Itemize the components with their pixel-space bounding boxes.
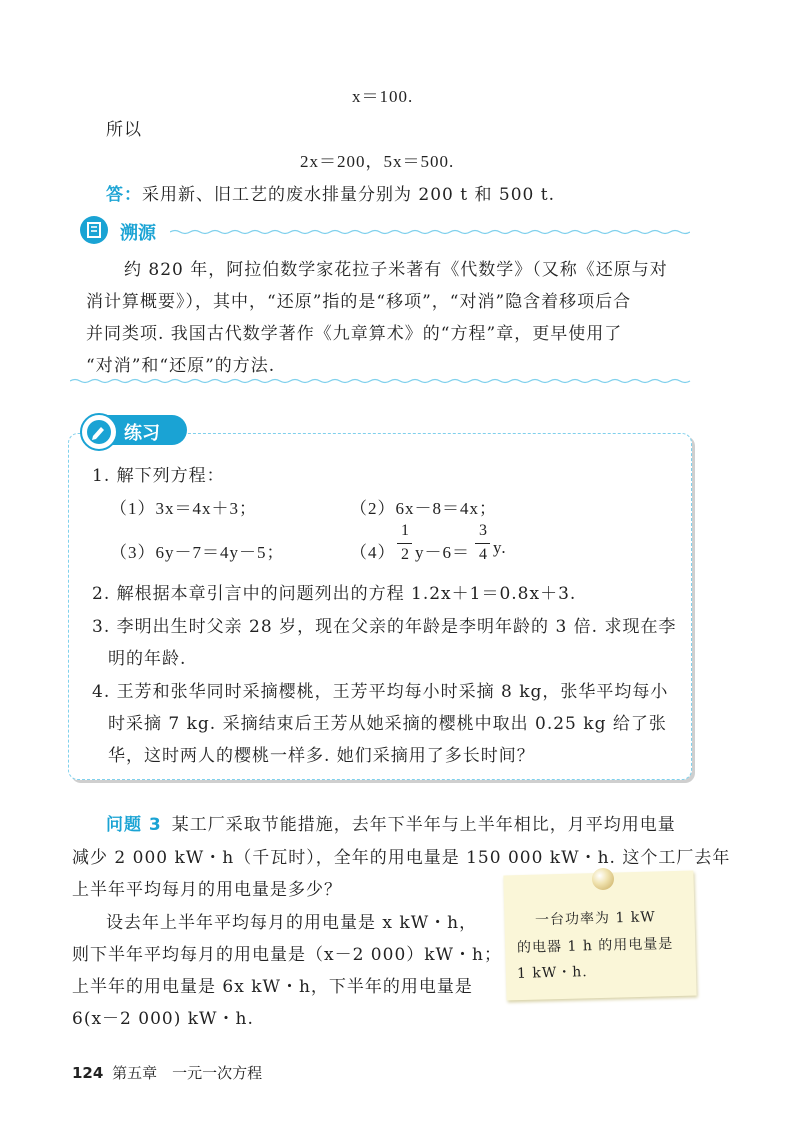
origin-bottom-wave bbox=[70, 378, 692, 384]
q4-line-2: 时采摘 7 kg. 采摘结束后王芳从她采摘的樱桃中取出 0.25 kg 给了张 bbox=[108, 714, 667, 734]
frac2-den: 4 bbox=[479, 546, 487, 563]
frac1-den: 2 bbox=[401, 546, 409, 563]
answer-line bbox=[106, 180, 555, 205]
q3-line-1: 3. 李明出生时父亲 28 岁，现在父亲的年龄是李明年龄的 3 倍. 求现在李 bbox=[92, 617, 677, 637]
origin-top-wave bbox=[170, 229, 690, 235]
problem3-label: 问题 3 bbox=[106, 815, 162, 835]
page-number: 124 bbox=[72, 1064, 104, 1082]
problem3-body-1: 设去年上半年平均每月的用电量是 x kW・h， bbox=[106, 913, 478, 933]
q1-item-3: （3）6y－7＝4y－5； bbox=[110, 543, 285, 562]
pushpin-icon bbox=[592, 868, 614, 890]
origin-title: 溯源 bbox=[120, 223, 156, 244]
note-line-2: 的电器 1 h 的用电量是 bbox=[516, 935, 674, 957]
problem3-body-3: 上半年的用电量是 6x kW・h，下半年的用电量是 bbox=[72, 977, 473, 997]
frac2-bar bbox=[475, 543, 490, 544]
q1-item-4-label: （4） bbox=[350, 543, 396, 562]
answer-text: 采用新、旧工艺的废水排量分别为 200 t 和 500 t. bbox=[142, 185, 555, 205]
q1-item-4-end: y. bbox=[493, 538, 507, 557]
origin-line-1: 约 820 年，阿拉伯数学家花拉子米著有《代数学》（又称《还原与对 bbox=[124, 260, 668, 280]
origin-line-4: “对消”和“还原”的方法. bbox=[86, 356, 276, 376]
origin-line-3: 并同类项. 我国古代数学著作《九章算术》的“方程”章，更早使用了 bbox=[86, 324, 623, 344]
q1-item-1: （1）3x＝4x＋3； bbox=[110, 499, 257, 518]
problem3-line-1 bbox=[106, 810, 676, 835]
note-line-1: 一台功率为 1 kW bbox=[534, 909, 656, 929]
origin-icon bbox=[80, 216, 108, 244]
frac2-num: 3 bbox=[479, 522, 487, 539]
q1-item-2: （2）6x－8＝4x； bbox=[350, 499, 497, 518]
frac1-bar bbox=[397, 543, 412, 544]
equation-x-100: x＝100. bbox=[352, 87, 414, 106]
q1-label: 1. 解下列方程： bbox=[92, 466, 225, 486]
problem3-body-2: 则下半年平均每月的用电量是（x－2 000）kW・h； bbox=[72, 945, 502, 965]
pencil-icon bbox=[80, 413, 118, 451]
q4-line-3: 华，这时两人的樱桃一样多. 她们采摘用了多长时间？ bbox=[108, 746, 535, 766]
q1-item-4-mid: y－6＝ bbox=[415, 543, 470, 562]
page-footer bbox=[72, 1062, 262, 1083]
q4-line-1: 4. 王芳和张华同时采摘樱桃，王芳平均每小时采摘 8 kg，张华平均每小 bbox=[92, 682, 669, 702]
problem3-line-3: 上半年平均每月的用电量是多少？ bbox=[72, 880, 342, 900]
practice-title: 练习 bbox=[124, 423, 160, 444]
q2: 2. 解根据本章引言中的问题列出的方程 1.2x＋1＝0.8x＋3. bbox=[92, 584, 577, 604]
problem3-line-2: 减少 2 000 kW・h（千瓦时），全年的用电量是 150 000 kW・h. 这个工厂去年 bbox=[72, 848, 731, 868]
origin-line-2: 消计算概要》），其中，“还原”指的是“移项”，“对消”隐含着移项后合 bbox=[86, 292, 632, 312]
frac1-num: 1 bbox=[401, 522, 409, 539]
note-line-3: 1 kW・h. bbox=[516, 964, 588, 982]
problem3-text-1: 某工厂采取节能措施，去年下半年与上半年相比，月平均用电量 bbox=[171, 815, 676, 835]
so-text: 所以 bbox=[106, 120, 142, 140]
chapter-title: 第五章 一元一次方程 bbox=[112, 1064, 263, 1082]
answer-label: 答： bbox=[106, 185, 142, 205]
equation-results: 2x＝200，5x＝500. bbox=[300, 152, 455, 171]
problem3-body-4: 6(x－2 000) kW・h. bbox=[72, 1009, 254, 1029]
q3-line-2: 明的年龄. bbox=[108, 649, 187, 669]
